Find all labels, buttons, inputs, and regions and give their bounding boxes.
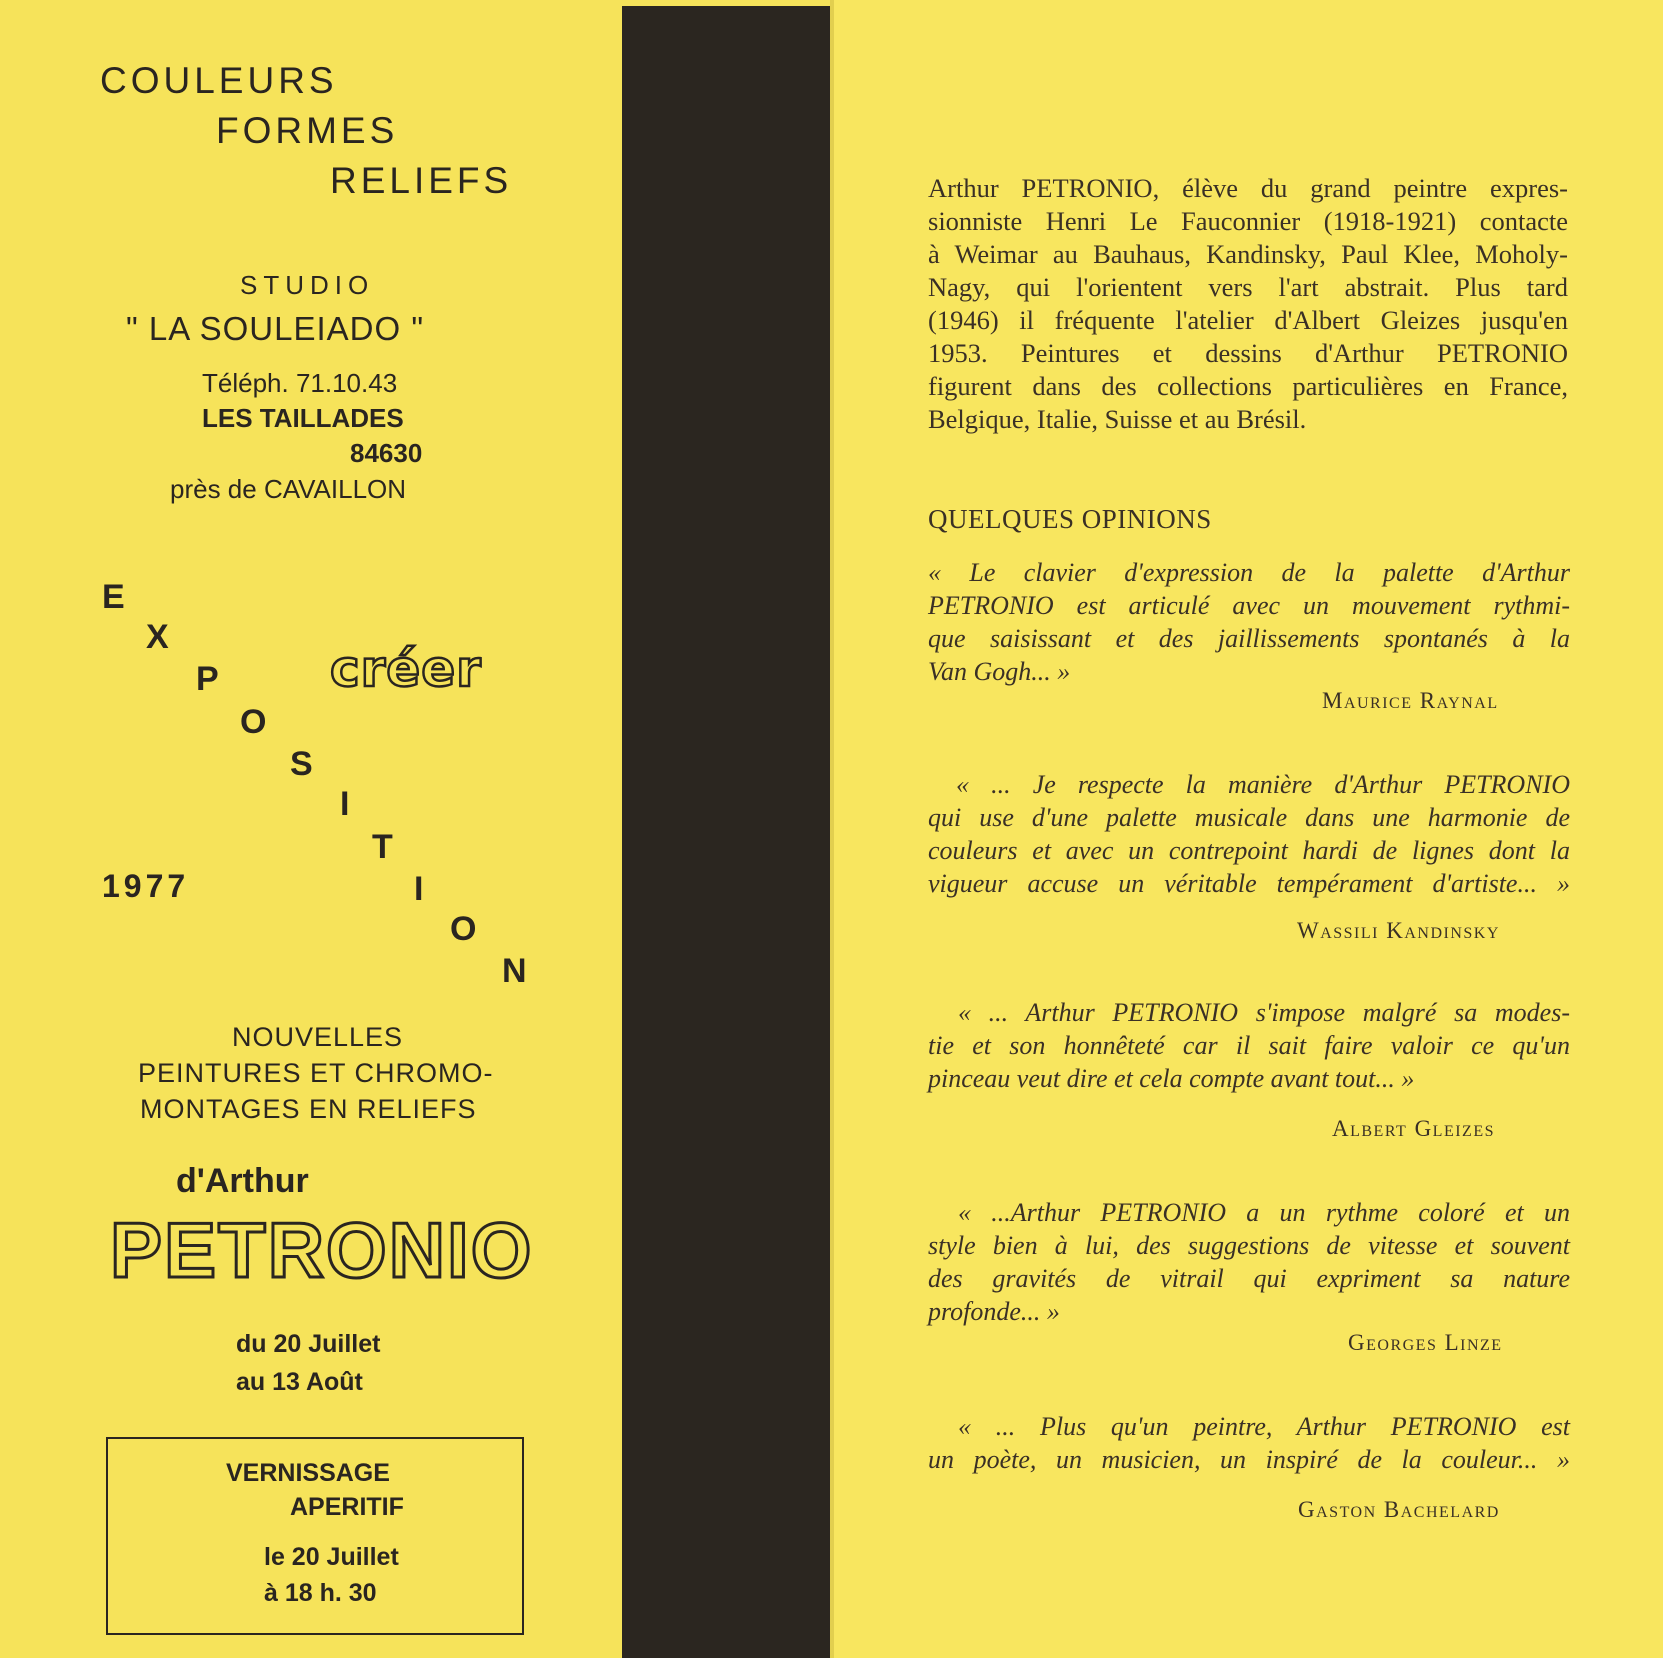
creer-logo: créer (330, 640, 482, 698)
bio-line: Belgique, Italie, Suisse et au Brésil. (928, 404, 1307, 434)
quote-line: profonde... » (928, 1297, 1060, 1326)
opinion-quote (928, 768, 1570, 900)
opinion-author: Gaston Bachelard (1298, 1497, 1500, 1522)
works-line-2: PEINTURES ET CHROMO- (138, 1058, 494, 1088)
left-panel (0, 0, 620, 1658)
exposition-letter: E (102, 578, 125, 616)
quote-line: « ...Arthur PETRONIO a un rythme coloré et un (958, 1198, 1570, 1227)
phone: Téléph. 71.10.43 (202, 368, 398, 398)
bio-paragraph (928, 172, 1568, 436)
quote-line: PETRONIO est articulé avec un mouvement rythmi- (928, 591, 1570, 620)
opinion-quote (928, 1410, 1570, 1476)
opinion-author: Wassili Kandinsky (1297, 918, 1500, 943)
quote-line: un poète, un musicien, un inspiré de la couleur... » (928, 1445, 1570, 1474)
quote-line: pinceau veut dire et cela compte avant tout... » (928, 1064, 1415, 1093)
exposition-letter: O (450, 910, 477, 948)
studio-label: STUDIO (240, 270, 375, 300)
heading-reliefs: RELIEFS (330, 160, 513, 201)
quote-line: « ... Plus qu'un peintre, Arthur PETRONIO est (958, 1412, 1570, 1441)
exposition-letter: P (196, 660, 219, 698)
bio-line: à Weimar au Bauhaus, Kandinsky, Paul Klee, Moholy- (928, 239, 1568, 269)
exposition-letter: I (414, 870, 424, 908)
near-town: près de CAVAILLON (170, 474, 407, 504)
vernissage-label: VERNISSAGE (226, 1459, 390, 1487)
place: LES TAILLADES (202, 403, 404, 433)
heading-couleurs: COULEURS (100, 60, 338, 101)
date-from: du 20 Juillet (236, 1330, 381, 1358)
opinion-quote (928, 996, 1570, 1095)
quote-line: des gravités de vitrail qui expriment sa nature (928, 1264, 1570, 1293)
quote-line: vigueur accuse un véritable tempérament d'artiste... » (928, 869, 1570, 898)
opinion-author: Albert Gleizes (1332, 1116, 1495, 1141)
bio-line: (1946) il fréquente l'atelier d'Albert Gleizes jusqu'en (928, 305, 1568, 335)
vernissage-date: le 20 Juillet (264, 1543, 399, 1571)
works-line-1: NOUVELLES (232, 1022, 404, 1052)
quote-line: « Le clavier d'expression de la palette d'Arthur (928, 558, 1570, 587)
bio-line: 1953. Peintures et dessins d'Arthur PETRONIO (928, 338, 1568, 368)
opinion-quote (928, 556, 1570, 688)
works-line-3: MONTAGES EN RELIEFS (140, 1094, 477, 1124)
bio-line: figurent dans des collections particulières en France, (928, 371, 1568, 401)
opinion-quote (928, 1196, 1570, 1328)
quote-line: que saisissant et des jaillissements spontanés à la (928, 624, 1570, 653)
exposition-letter: T (372, 828, 393, 866)
center-dark-band (622, 6, 830, 1658)
aperitif-label: APERITIF (290, 1493, 404, 1521)
studio-name: " LA SOULEIADO " (126, 310, 425, 347)
bio-line: Nagy, qui l'orientent vers l'art abstrait. Plus tard (928, 272, 1568, 302)
quote-line: « ... Arthur PETRONIO s'impose malgré sa modes- (958, 998, 1570, 1027)
heading-formes: FORMES (216, 110, 399, 151)
quote-line: « ... Je respecte la manière d'Arthur PETRONIO (956, 770, 1570, 799)
quote-line: style bien à lui, des suggestions de vitesse et souvent (928, 1231, 1570, 1260)
artist-name: PETRONIO (110, 1206, 534, 1294)
exposition-letter: O (240, 703, 267, 741)
opinion-author: Maurice Raynal (1322, 688, 1499, 713)
exposition-letter: X (146, 618, 169, 656)
by-artist: d'Arthur (176, 1162, 309, 1200)
quote-line: tie et son honnêteté car il sait faire valoir ce qu'un (928, 1031, 1570, 1060)
date-to: au 13 Août (236, 1368, 363, 1396)
vernissage-box (106, 1437, 524, 1635)
exposition-letter: S (290, 745, 313, 783)
exposition-letter: N (502, 952, 527, 990)
quote-line: couleurs et avec un contrepoint hardi de lignes dont la (928, 836, 1570, 865)
exposition-letter: I (340, 785, 350, 823)
opinion-author: Georges Linze (1348, 1330, 1503, 1355)
vernissage-time: à 18 h. 30 (264, 1579, 377, 1607)
quote-line: Van Gogh... » (928, 657, 1071, 686)
bio-line: Arthur PETRONIO, élève du grand peintre expres- (928, 173, 1568, 203)
quote-line: qui use d'une palette musicale dans une harmonie de (928, 803, 1570, 832)
opinions-heading: QUELQUES OPINIONS (928, 504, 1212, 534)
postcode: 84630 (350, 438, 423, 468)
bio-line: sionniste Henri Le Fauconnier (1918-1921) contacte (928, 206, 1568, 236)
year: 1977 (102, 868, 190, 904)
